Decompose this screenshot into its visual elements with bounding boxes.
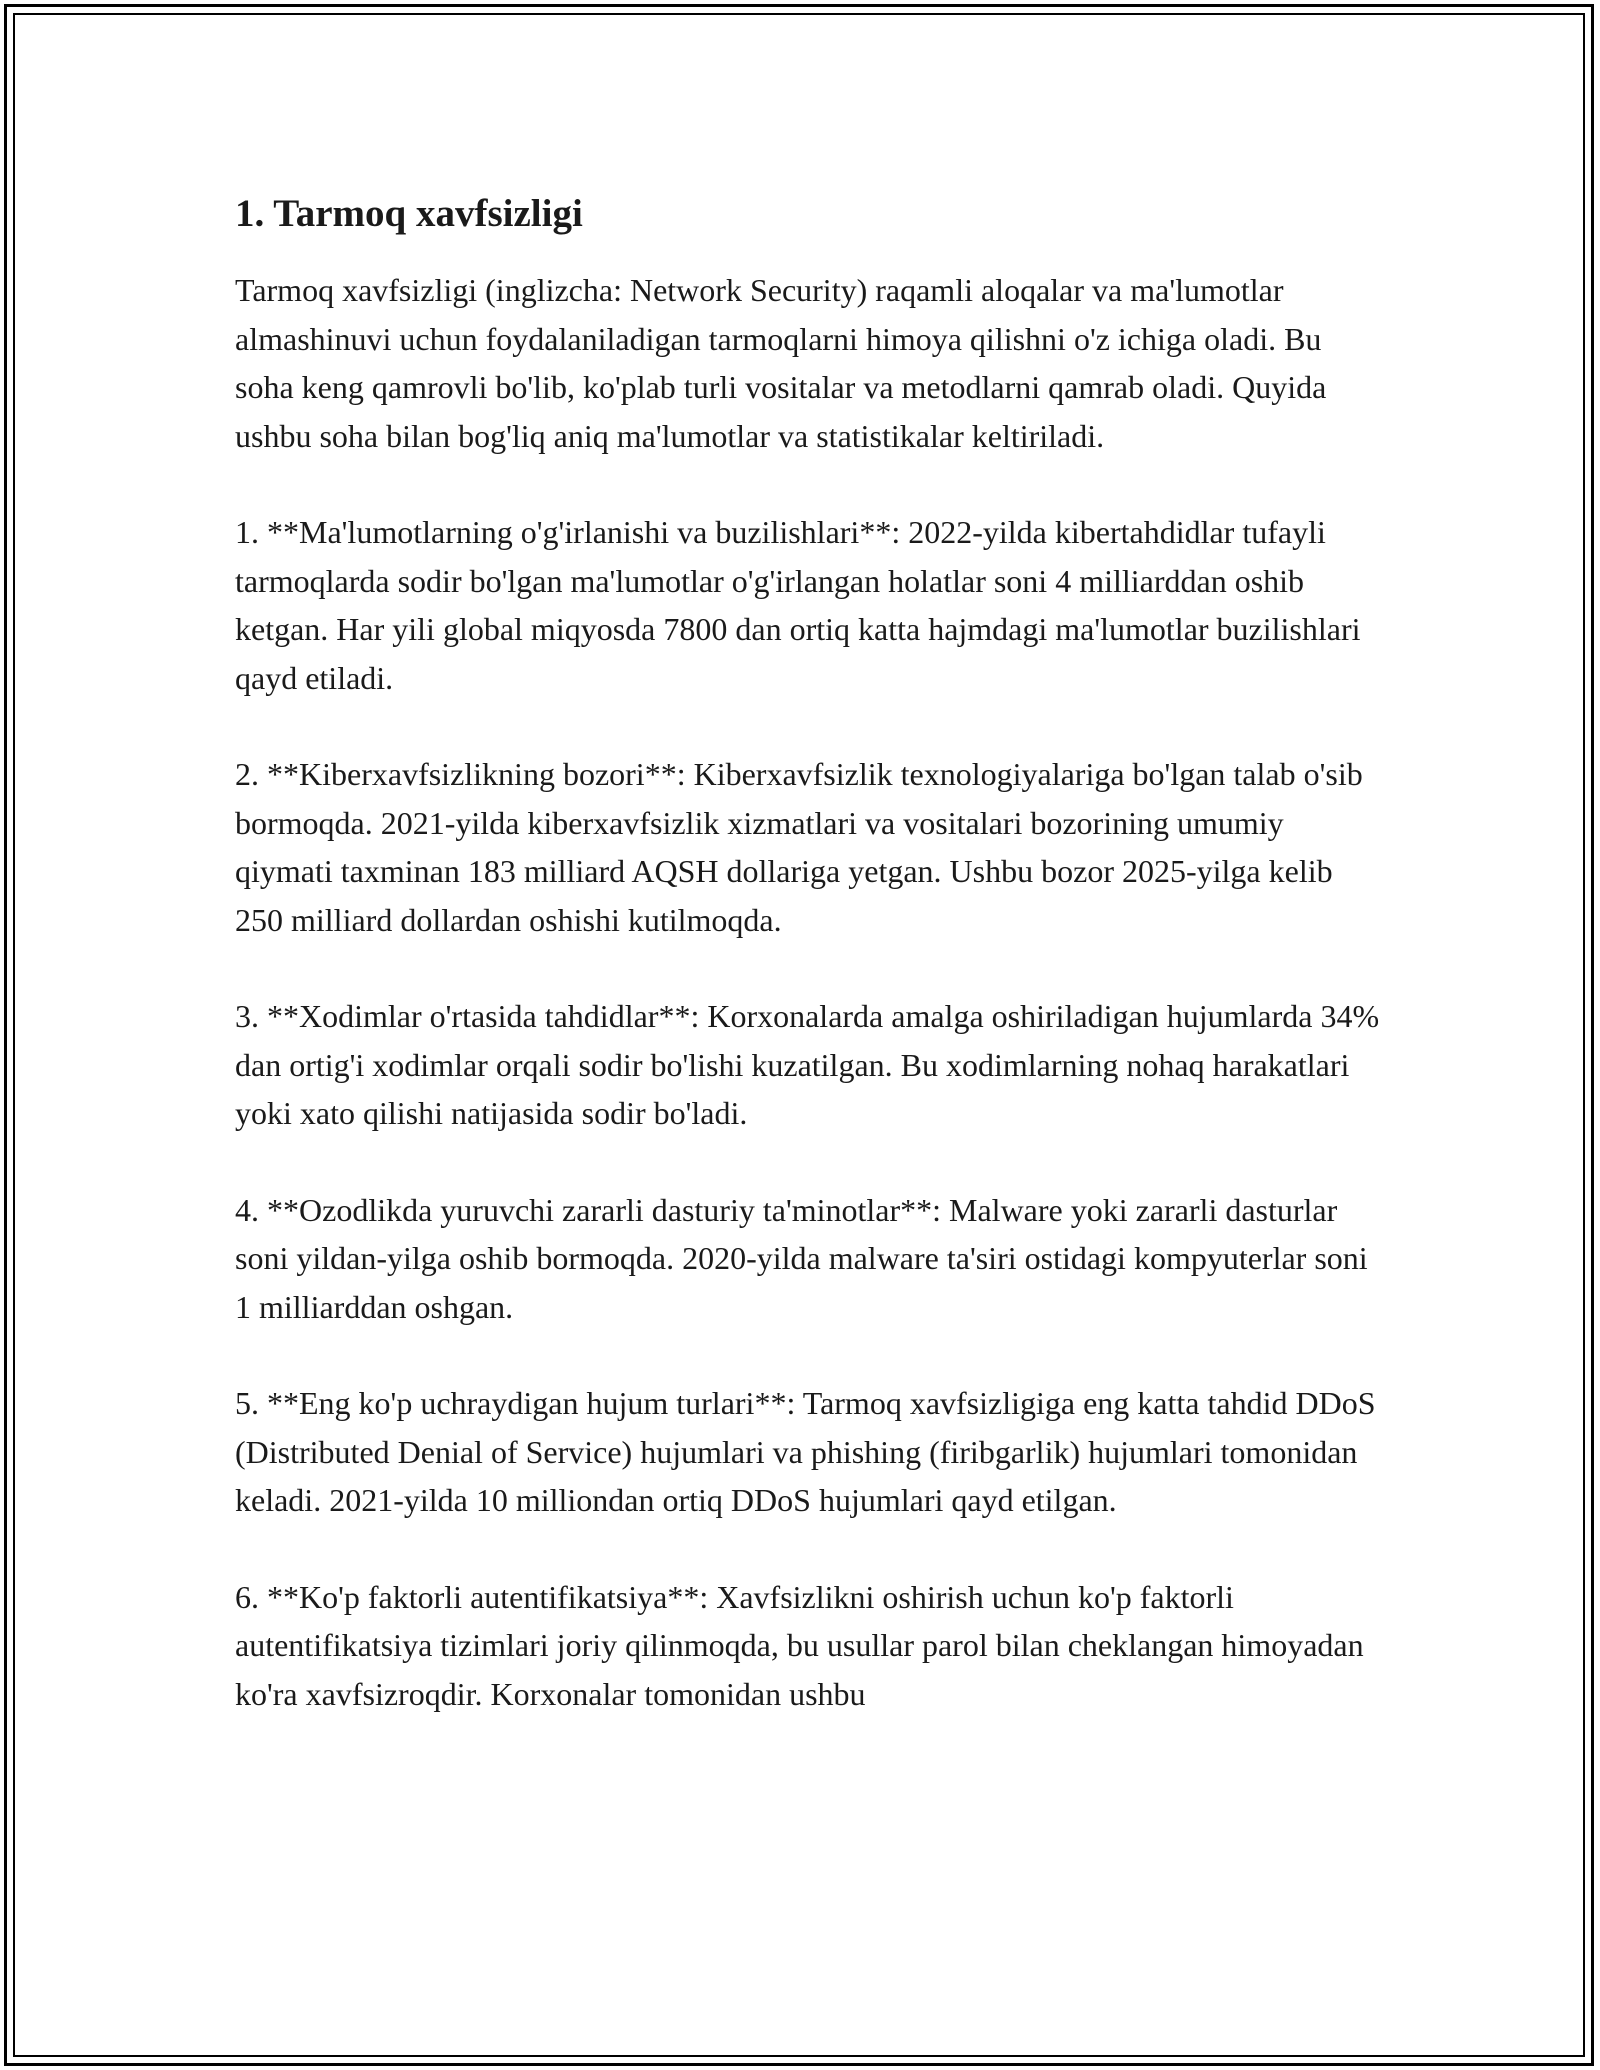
- item-attack-types: 5. **Eng ko'p uchraydigan hujum turlari**: Tarmoq xavfsizligiga eng katta tahdid DDoS (Distributed Denial of Service) hujumlari va phishing (firibgarlik) hujumlari tomonidan keladi. 2021-yilda 10 milliondan ortiq DDoS hujumlari qayd etilgan.: [235, 1385, 1376, 1518]
- intro-paragraph: Tarmoq xavfsizligi (inglizcha: Network Security) raqamli aloqalar va ma'lumotlar almashinuvi uchun foydalaniladigan tarmoqlarni himoya qilishni o'z ichiga oladi. Bu soha keng qamrovli bo'lib, ko'plab turli vositalar va metodlarni qamrab oladi. Quyida ushbu soha bilan bog'liq aniq ma'lumotlar va statistikalar keltiriladi.: [235, 272, 1327, 454]
- document-body: [235, 190, 1380, 1766]
- item-cybersecurity-market: 2. **Kiberxavfsizlikning bozori**: Kiberxavfsizlik texnologiyalariga bo'lgan talab o'sib bormoqda. 2021-yilda kiberxavfsizlik xizmatlari va vositalari bozorining umumiy qiymati taxminan 183 milliard AQSH dollariga yetgan. Ushbu bozor 2025-yilga kelib 250 milliard dollardan oshishi kutilmoqda.: [235, 756, 1363, 938]
- section-heading: 1. Tarmoq xavfsizligi: [235, 192, 583, 235]
- item-data-breaches: 1. **Ma'lumotlarning o'g'irlanishi va buzilishlari**: 2022-yilda kibertahdidlar tufayli tarmoqlarda sodir bo'lgan ma'lumotlar o'g'irlangan holatlar soni 4 milliarddan oshib ketgan. Har yili global miqyosda 7800 dan ortiq katta hajmdagi ma'lumotlar buzilishlari qayd etiladi.: [235, 514, 1361, 696]
- item-mfa: 6. **Ko'p faktorli autentifikatsiya**: Xavfsizlikni oshirish uchun ko'p faktorli autentifikatsiya tizimlari joriy qilinmoqda, bu usullar parol bilan cheklangan himoyadan ko'ra xavfsizroqdir. Korxonalar tomonidan ushbu: [235, 1578, 1364, 1712]
- item-insider-threats: 3. **Xodimlar o'rtasida tahdidlar**: Korxonalarda amalga oshiriladigan hujumlarda 34% dan ortig'i xodimlar orqali sodir bo'lishi kuzatilgan. Bu xodimlarning nohaq harakatlari yoki xato qilishi natijasida sodir bo'ladi.: [235, 998, 1380, 1131]
- item-malware: 4. **Ozodlikda yuruvchi zararli dasturiy ta'minotlar**: Malware yoki zararli dasturlar soni yildan-yilga oshib bormoqda. 2020-yilda malware ta'siri ostidagi kompyuterlar soni 1 milliarddan oshgan.: [235, 1191, 1368, 1325]
